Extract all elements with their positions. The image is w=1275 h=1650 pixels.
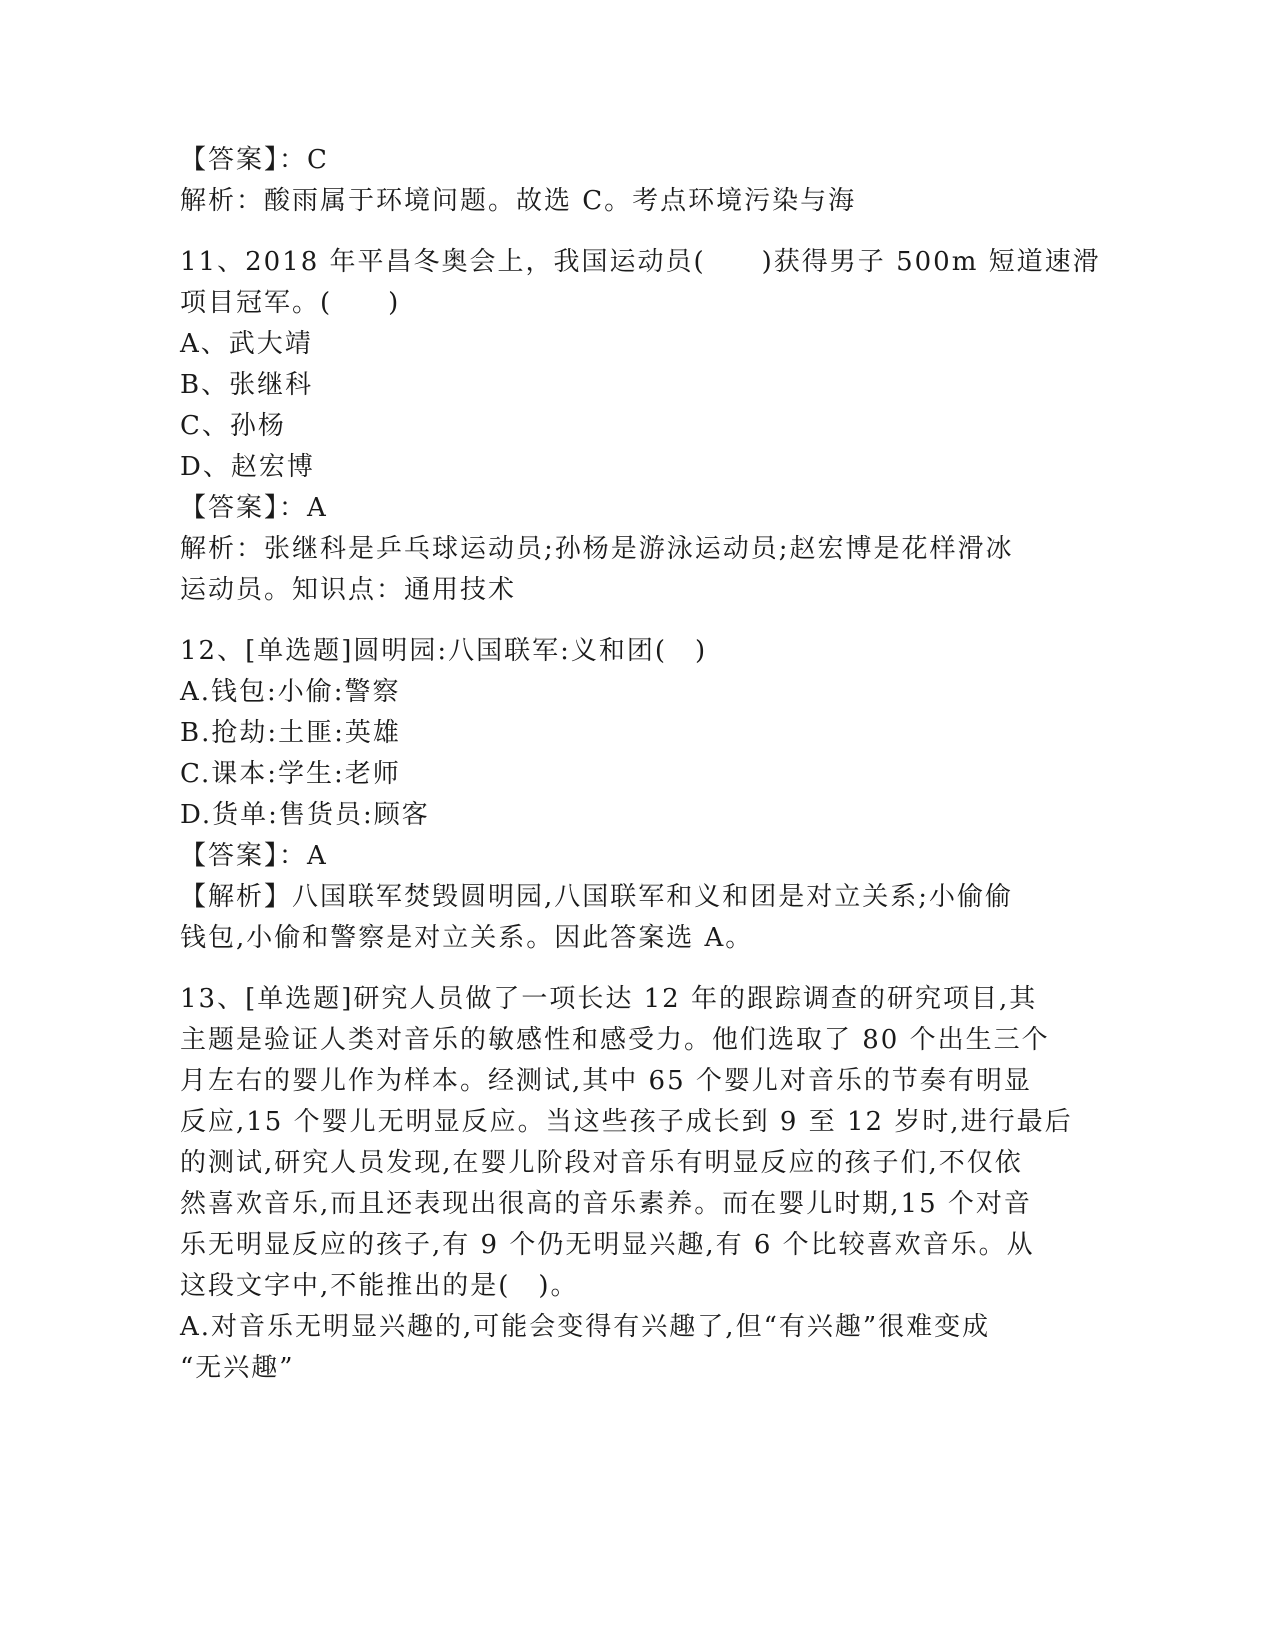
question-stem: 反应,15 个婴儿无明显反应。当这些孩子成长到 9 至 12 岁时,进行最后: [180, 1107, 1073, 1137]
option-a: “无兴趣”: [180, 1353, 295, 1383]
question-stem: 然喜欢音乐,而且还表现出很高的音乐素养。而在婴儿时期,15 个对音: [180, 1189, 1032, 1219]
analysis-line: 运动员。知识点：通用技术: [180, 575, 517, 605]
analysis-line: 【解析】八国联军焚毁圆明园,八国联军和义和团是对立关系;小偷偷: [180, 882, 1014, 912]
option-d: D.货单:售货员:顾客: [180, 800, 430, 830]
option-d: D、赵宏博: [180, 452, 315, 482]
option-a: A.对音乐无明显兴趣的,可能会变得有兴趣了,但“有兴趣”很难变成: [180, 1312, 991, 1342]
analysis-line: 解析：张继科是乒乓球运动员;孙杨是游泳运动员;赵宏博是花样滑冰: [180, 534, 1014, 564]
question-stem: 13、[单选题]研究人员做了一项长达 12 年的跟踪调查的研究项目,其: [180, 984, 1038, 1014]
question-stem: 12、[单选题]圆明园:八国联军:义和团( ): [180, 636, 708, 666]
document-page: [180, 140, 1101, 1389]
option-b: B.抢劫:土匪:英雄: [180, 718, 401, 748]
question-stem: 项目冠军。( ): [180, 288, 401, 318]
analysis-line: 钱包,小偷和警察是对立关系。因此答案选 A。: [180, 923, 754, 953]
option-a: A、武大靖: [180, 329, 313, 359]
question-stem: 的测试,研究人员发现,在婴儿阶段对音乐有明显反应的孩子们,不仅依: [180, 1148, 1023, 1178]
question-stem: 主题是验证人类对音乐的敏感性和感受力。他们选取了 80 个出生三个: [180, 1025, 1050, 1055]
answer-line: 【答案】：C: [180, 145, 329, 175]
question-12: [180, 631, 1040, 959]
question-stem: 这段文字中,不能推出的是( )。: [180, 1271, 579, 1301]
question-13: [180, 979, 1073, 1389]
option-c: C、孙杨: [180, 411, 286, 441]
question-stem: 乐无明显反应的孩子,有 9 个仍无明显兴趣,有 6 个比较喜欢音乐。从: [180, 1230, 1035, 1260]
question-10-tail: [180, 140, 1040, 222]
option-b: B、张继科: [180, 370, 314, 400]
question-11: [180, 242, 1101, 611]
question-stem: 月左右的婴儿作为样本。经测试,其中 65 个婴儿对音乐的节奏有明显: [180, 1066, 1032, 1096]
question-stem: 11、2018 年平昌冬奥会上，我国运动员( )获得男子 500m 短道速滑: [180, 247, 1101, 277]
analysis-line: 解析：酸雨属于环境问题。故选 C。考点环境污染与海: [180, 186, 857, 216]
answer-line: 【答案】：A: [180, 841, 328, 871]
option-a: A.钱包:小偷:警察: [180, 677, 401, 707]
answer-line: 【答案】：A: [180, 493, 328, 523]
option-c: C.课本:学生:老师: [180, 759, 401, 789]
